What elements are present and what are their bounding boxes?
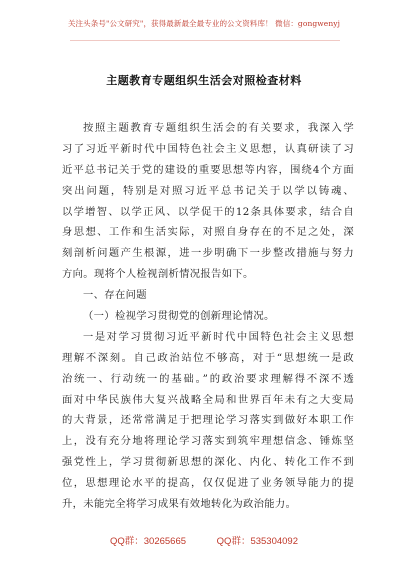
document-body (62, 118, 354, 515)
subsection-heading: （一）检视学习贯彻党的创新理论情况。 (83, 310, 275, 323)
body-line: 身思想、工作和生活实际，对照自身存在的不足之处，深 (62, 226, 354, 239)
body-line: 理解不深刻。自己政治站位不够高，对于“思想统一是政 (62, 351, 354, 364)
header-divider (70, 40, 340, 41)
body-line: 治统一、行动统一的基础。”的政治要求理解得不深不透 (62, 372, 354, 385)
body-line: 升，未能完全将学习成果有效地转化为政治能力。 (62, 498, 297, 511)
body-line: 刻剖析问题产生根源，进一步明确下一步整改措施与努力 (62, 247, 354, 260)
body-line: 习了习近平新时代中国特色社会主义思想，认真研读了习 (62, 142, 354, 155)
footer-qq-group-1: QQ群：30265665 (109, 536, 187, 547)
footer-contacts (0, 533, 408, 547)
footer-qq-group-2: QQ群：535304092 (216, 536, 299, 547)
body-line: 强党性上，学习贯彻新思想的深化、内化、转化工作不到 (62, 456, 354, 469)
body-line: 突出问题，特别是对照习近平总书记关于以学以铸魂、 (62, 184, 354, 197)
body-line: 方向。现将个人检视剖析情况报告如下。 (62, 268, 254, 281)
document-title: 主题教育专题组织生活会对照检查材料 (106, 74, 302, 87)
body-line: 以学增智、以学正风、以学促干的12条具体要求，结合自 (62, 205, 354, 218)
body-line: 近平总书记关于党的建设的重要思想等内容，围绕4个方面 (62, 163, 354, 176)
body-line: 的大背景，还常常满足于把理论学习落实到做好本职工作 (62, 414, 354, 427)
body-line: 按照主题教育专题组织生活会的有关要求，我深入学 (83, 122, 354, 134)
body-line: 位，思想理论水平的提高，仅仅促进了业务领导能力的提 (62, 477, 354, 490)
body-line: 面对中华民族伟大复兴战略全局和世界百年未有之大变局 (62, 393, 354, 406)
promo-header: 关注头条号"公文研究"，获得最新最全最专业的公文资料库！ 微信：gongwenyj (67, 19, 341, 28)
body-line: 一是对学习贯彻习近平新时代中国特色社会主义思想 (83, 330, 354, 343)
body-line: 上，没有充分地将理论学习落实到筑牢理想信念、锤炼坚 (62, 435, 354, 448)
section-heading: 一、存在问题 (83, 289, 147, 302)
